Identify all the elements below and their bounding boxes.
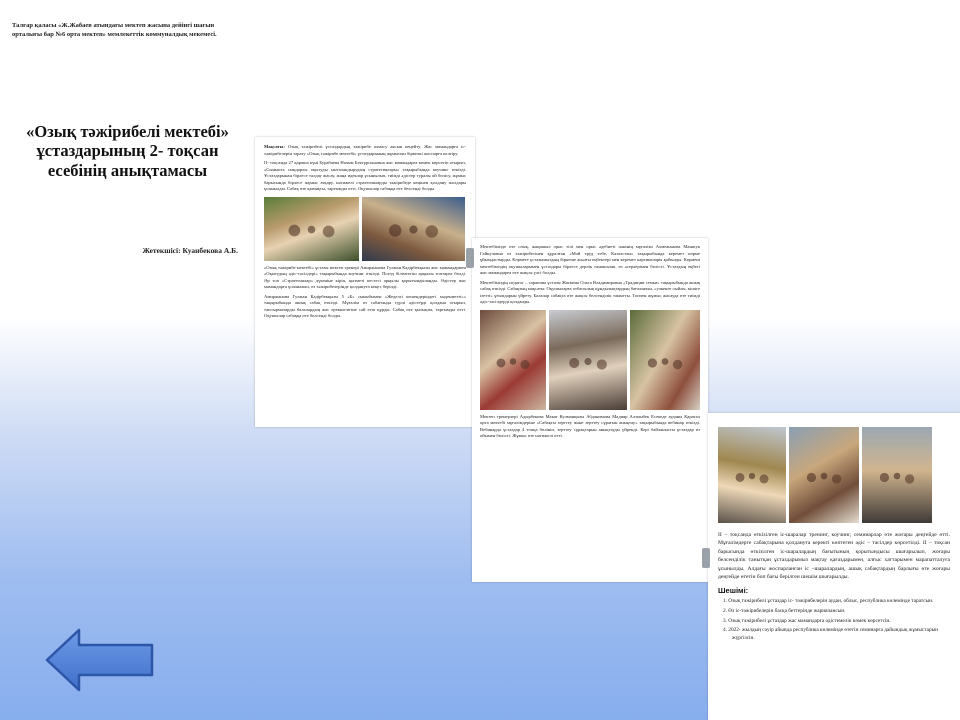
page1-paragraph-4: Амиржанова Гулжан Кадірбекқызы 5 «Б» сыныбымен «Жеделгі кешендеріндегі мәдениетті»» тақырыбында ашық сабақ өткізді. Мұғалім өз сабағында түрлі әдістерді қолдана отырып, тапсырмаларды балалардың жас ерекшелігіне сай етіп құрды. Сабақ өте қызықты, тартымды өтті. Оқушылар сабаққа өте белсенді болды.	[264, 293, 466, 319]
page2-paragraph-1: Мектебімізде өте озық, жаңашыл орыс тілі мен орыс әдебиеті пәнінің мұғалімі Ахмежанова Маншук Гайнуловна өз тәжірибесінен құралған «Мой труд тебе, Казахстан» тақырыбында керемет көрме ұйымдастырды. Көрмеге ұстазымыздың бірнеше жылғы еңбектері мен керемет картиналары қойылды. Көрмені мектебіміздің оқушыларымен ұстаздары бірлесе дерлік тамашалап, өз әсерлерімен бөлісті. Ұстаздың еңбегі жас мамандарға өте жақсы үлгі болды.	[480, 244, 700, 276]
decision-title: Шешімі:	[718, 586, 749, 596]
photo-class-2	[480, 310, 546, 410]
title-line-3: есебінің анықтамасы	[47, 160, 208, 180]
decision-item: 2. Өз іс-тәжірибелерін басқа беттерінде жариялансын.	[723, 608, 846, 615]
photo-group-1	[264, 197, 359, 261]
page2-photos	[480, 310, 700, 410]
photo-class-6	[789, 427, 859, 523]
page2-paragraph-2: Мектебіміздің педагог – сарапшы ұстазы Жаткина Ольга Владимировна «Традиции семьи» тақырыбында ашық сабақ өткізді. Сабақтың мақсаты: Оқушыларға отбасылық құндылықтардың бағалығын, «улкенге сыйлы, кішіге ізетті» ұғымдарын үйрету. Балалар сабақта өте жақсы белсенділік танытты. Топпен жұмыс жасауда өте тиімді әдіс-тәсілдерді қолданды.	[480, 279, 700, 305]
photo-class-3	[549, 310, 627, 410]
decision-item: 1. Озық тәжірибелі ұстаздар іс- тәжірибелерін аудан, облыс, республика көлемінде таратсын.	[723, 598, 934, 605]
photo-classroom-1	[362, 197, 465, 261]
title-line-2: ұстаздарының 2- тоқсан	[36, 141, 219, 161]
page-edge-tab	[702, 548, 710, 568]
page3-photos	[718, 427, 950, 523]
page1-paragraph-1: Мақсаты: Озық тәжірибелі ұстаздардың тәжірибе алмасу аясын кеңейту. Жас мамандарға іс- тәжірибелерін тарату «Озық тәжірибе мектебі» ұстаздарының жұмысын біркелкі жоспарға келтіру.	[264, 144, 466, 156]
purpose-label: Мақсаты:	[264, 144, 285, 149]
photo-class-4	[630, 310, 700, 410]
left-arrow-icon	[45, 628, 155, 692]
page-edge-tab	[466, 248, 474, 268]
document-page-1	[255, 137, 475, 427]
page1-paragraph-2: II- тоқсанда 27 қараша күні Бурабаева Назым Бектұрсыновна жас мамандарға көмек көрсетіп отырып, «Сыныпта сындарлы оқытуды ынталандырудың стратегиялары» тақырыбында коучинг өткізді. Ұстаздарынан бірлесе талдау жасау, жаңа идеялар ұсынылып, тиімді әдістер туралы ой бөлісу, жұмыс барысында бірлесе жұмыс атқару, нәтижелі стратегияларды тәжірибеде кеңінен қолдану жолдары ұсынылды. Сабақ өте қызықты, тартымды өтті. Оқушылар сабаққа өте белсенді болды.	[264, 160, 466, 192]
header-line-1: Талғар қаласы «Ж.Жабаев атындағы мектеп жасына дейінгі шағын	[12, 22, 215, 29]
photo-class-5	[718, 427, 786, 523]
title-line-1: «Озық тәжірибелі мектебі»	[26, 122, 229, 141]
document-page-3	[708, 413, 960, 720]
document-page-2	[472, 238, 708, 582]
supervisor-text: Жетекшісі: Куанбекова А.Б.	[142, 246, 238, 255]
page1-photos	[264, 197, 466, 261]
page2-paragraph-3: Мектеп тренерлері Адырбекова Макат Кулманқызы Абданимова Мадияр Алтынбек Есекеде ауданы Қаратал орта мектебі мұғалімдеріне «Сабақты зерттеу және зерттеу сұрағын анықтау» тақырыбында вебинар өткізді. Вебинарда ұстаздар 4 топқа бөлініп, зерттеу сұрақтарын анықтауды үйренді. Кері байланысты ұстаздар өз ойымен бөлісті. Жұмыс өте нәтижелі өтті.	[480, 413, 700, 439]
page1-paragraph-3: «Озық тәжірибе мектебі» ұстазы мектеп тренері Амиржанова Гулжан Кадірбекқызы жас мамандармен «Оқытудың әдіс-тәсілдері» тақырыбында коучинг өткізді. Поезд білімтегіш арқылы топтарға бөлді. Әр топ «Стратегиялар» дүкеніне кіріп, қызметі кестесі арқылы қорытындыланды. Әдістер жас мамандарға ұсынылып, өз тәжірибелерінде қолдануға кеңес берілді.	[264, 264, 466, 290]
slide-title	[0, 122, 255, 180]
decision-item: 4. 2022- жылдың сәуір айында республика көлемінде өтетін семинарға дайындық жұмыстарын жүргізсін.	[723, 627, 939, 642]
decision-list	[718, 598, 950, 642]
page3-paragraph-1: II – тоқсанда өткізілген іс-шаралар тренинг, коучинг, семинарлар өте жоғары деңгейде өтті. Мұғалімдерге сабақтарына қолдануға керекті көптеген әдіс – тәсілдер көрсетілді. II – тоқсан барысында өткізілген іс-шаралардың бағытының қорытындысы шығарылып, жоғары белсенділік танытқан ұстаздарымыз мақтау қағаздарымен, алғыс хаттарымен марапатталуға ұсынылды. Алдағы жоспарланған іс –шаралардың, ашық сабақтардың барлығы өте жоғары деңгейде өтетін боп бағы берілген шешім шығарылды.	[718, 532, 950, 580]
decision-item: 3. Озық тәжірибелі ұстаздар жас мамандарға әдістемелік көмек көрсетсін.	[723, 617, 891, 624]
school-header	[12, 22, 312, 40]
header-line-2: орталығы бар №6 орта мектеп» мемлекеттік коммуналдық мекемесі.	[12, 30, 217, 38]
photo-class-7	[862, 427, 932, 523]
back-arrow-button[interactable]	[45, 628, 155, 692]
